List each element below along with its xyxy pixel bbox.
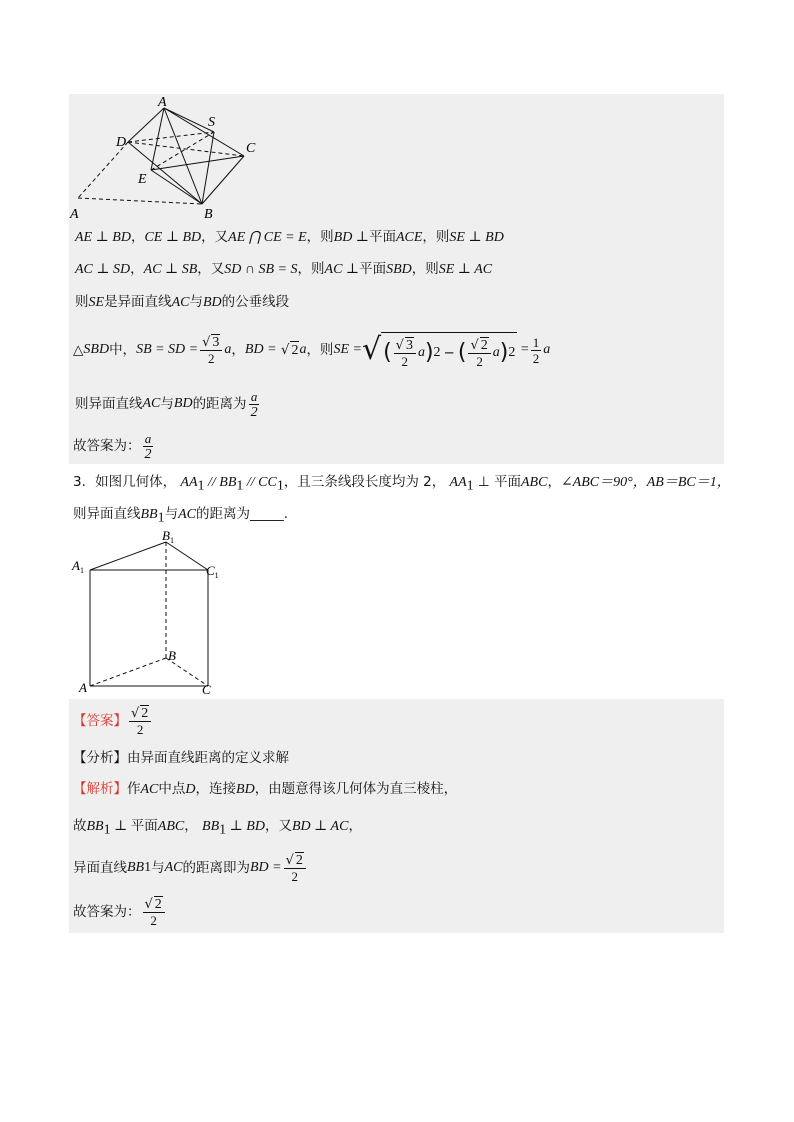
label-A: A	[158, 95, 167, 110]
question-3-line-2: 则异面直线$BB_1$与AC的距离为_____.	[73, 506, 289, 526]
sol1-line-1: AE ⊥ BD，CE ⊥ BD，又AE ⋂ CE = E，则BD ⊥平面ACE，则SE ⊥ BD	[75, 229, 504, 245]
label-S: S	[208, 115, 215, 130]
label-A1: $A_1$	[72, 558, 84, 575]
answer-line: 【答案】 $\frac{√ 2}{2}$	[73, 701, 153, 741]
analysis-label: 【分析】	[73, 750, 127, 766]
label-B-bottom: B	[168, 648, 176, 663]
label-C-bottom: C	[202, 682, 211, 697]
sol1-line-4: △ SBD 中， SB = SD = $\frac{√ 3}{2}$ a ， BD = √ 2 a ，则 SE = √ ( $\frac{√ 3}{2}$ a ) 2 − ( $\frac{√ 2}{2}$ a ) 2 = $\frac{1}{2}$ a	[73, 332, 551, 369]
solution-line-1: 【解析】作AC中点D，连接BD，由题意得该几何体为直三棱柱，	[73, 781, 458, 797]
label-C: C	[246, 141, 256, 156]
label-B1: $B_1$	[162, 528, 174, 545]
question-3-line-1: 3．如图几何体， $AA_1 // BB_1 // CC_1$，且三条线段长度均为 2， $AA_1$ ⊥ 平面ABC，∠ABC＝90°，AB＝BC＝1，	[73, 474, 731, 494]
sol1-answer: 故答案为： $\frac{a}{2}$	[73, 430, 152, 462]
label-B: B	[204, 207, 213, 222]
label-D: D	[116, 135, 127, 150]
analysis-line: 【分析】由异面直线距离的定义求解	[73, 750, 289, 766]
label-A-bottom: A	[79, 680, 87, 695]
label-E: E	[138, 172, 147, 187]
sol1-line-5: 则异面直线 AC 与 BD 的距离为 $\frac{a}{2}$	[75, 388, 258, 420]
pyramid-figure	[66, 94, 266, 224]
prism-figure	[70, 528, 230, 700]
solution-block-3	[69, 699, 724, 933]
solution-label: 【解析】	[73, 781, 127, 797]
solution-line-2: 故$BB_1$ ⊥ 平面ABC， $BB_1$ ⊥ BD，又BD ⊥ AC，	[73, 818, 362, 838]
solution-line-3: 异面直线 BB 1 与 AC 的距离即为 BD = $\frac{√ 2}{2}$	[73, 848, 308, 888]
label-A2: A	[70, 207, 79, 222]
sol1-line-3: 则SE是异面直线AC与BD的公垂线段	[75, 294, 290, 310]
label-C1: $C_1$	[206, 563, 219, 580]
sol1-line-2: AC ⊥ SD，AC ⊥ SB，又SD ∩ SB = S，则AC ⊥平面SBD，则SE ⊥ AC	[75, 261, 493, 277]
solution-answer: 故答案为： $\frac{√ 2}{2}$	[73, 892, 167, 932]
answer-label: 【答案】	[73, 713, 127, 729]
